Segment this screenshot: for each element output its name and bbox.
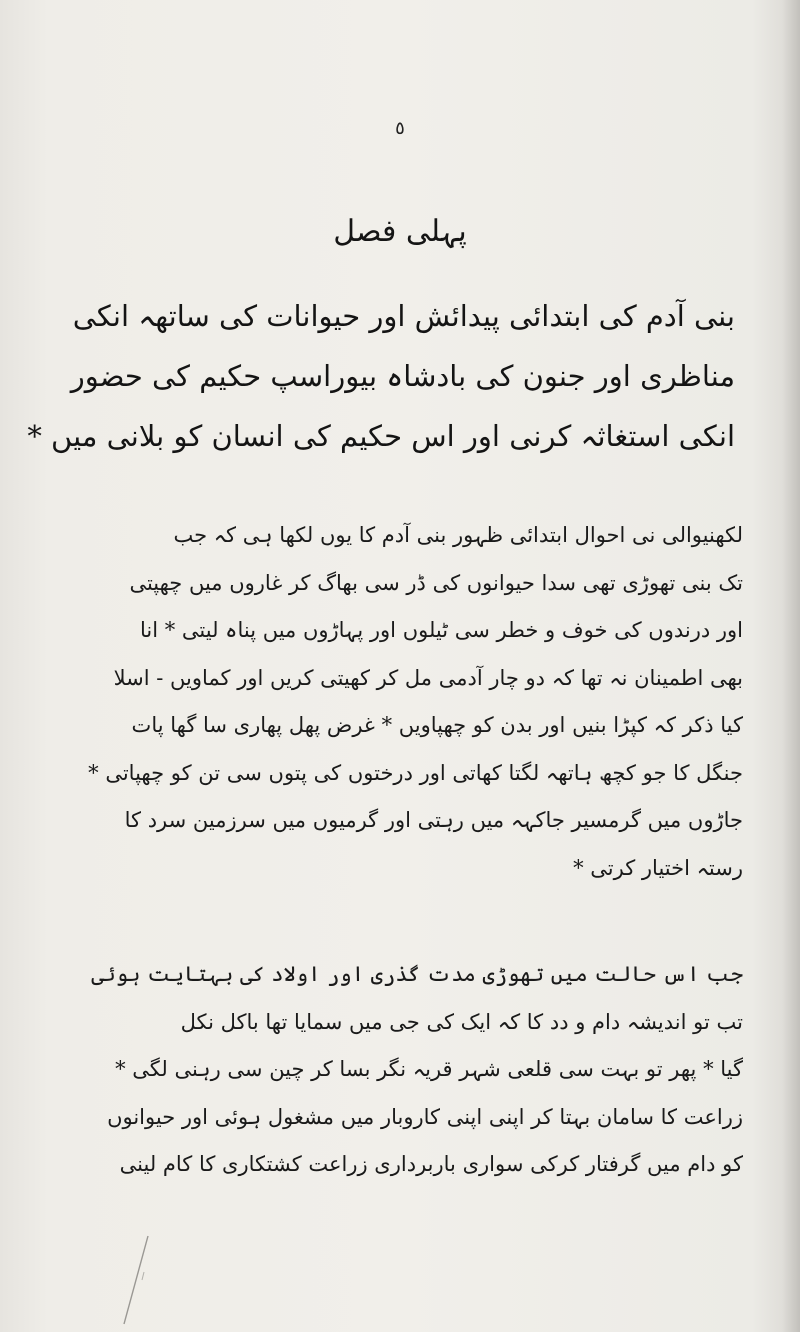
text-line: گیا * پھر تو بہت سی قلعی شہر قریہ نگر بسا کر چین سی رہنی لگی *: [115, 1057, 743, 1081]
heading-line: بنی آدم کی ابتدائی پیدائش اور حیوانات کی ساتھہ انکی: [72, 299, 735, 333]
text-line: زراعت کا سامان بہتا کر اپنی اپنی کاروبار میں مشغول ہوئی اور حیوانوں: [107, 1104, 743, 1129]
text-line: کیا ذکر کہ کپڑا بنیں اور بدن کو چھپاویں * غرض پھل پھاری سا گھا پات: [131, 713, 743, 737]
text-line: تک بنی تھوڑی تھی سدا حیوانوں کی ڈر سی بھاگ کر غاروں میں چھپتی: [129, 570, 743, 595]
text-line: جاڑوں میں گرمسیر جاکہہ میں رہتی اور گرمیوں میں سرزمین سرد کا: [124, 808, 743, 832]
heading-line: انکی استغاثہ کرنی اور اس حکیم کی انسان کو بلانی میں *: [27, 419, 735, 453]
text-line: بھی اطمینان نہ تھا کہ دو چار آدمی مل کر کھیتی کریں اور کماویں - اسلا: [113, 665, 743, 690]
text-line: لکھنیوالی نی احوال ابتدائی ظہور بنی آدم کا یوں لکھا ہی کہ جب: [173, 523, 743, 547]
chapter-heading: [27, 286, 735, 466]
chapter-title: پہلی فصل: [333, 214, 467, 249]
paragraph-second: [88, 951, 743, 1189]
heading-line: مناظری اور جنون کی بادشاہ بیوراسپ حکیم کی حضور: [70, 359, 735, 393]
text-line: رستہ اختیار کرتی *: [573, 855, 743, 880]
text-line: تب تو اندیشہ دام و دد کا کہ ایک کی جی میں سمایا تھا باکل نکل: [180, 1009, 743, 1034]
text-line: جب اس حالت میں تھوڑی مدت گذری اور اولاد کی بہتایت ہوئی: [91, 962, 743, 986]
page-number: ٥: [395, 118, 405, 139]
page-edge-shadow: [782, 0, 800, 1332]
text-line: جنگل کا جو کچھ ہاتھہ لگتا کھاتی اور درختوں کی پتوں سی تن کو چھپاتی *: [88, 760, 743, 785]
paragraph-first: [88, 512, 743, 892]
pencil-mark-icon: [118, 1232, 154, 1332]
text-line: کو دام میں گرفتار کرکی سواری باربرداری زراعت کشتکاری کا کام لینی: [119, 1152, 743, 1176]
text-line: اور درندوں کی خوف و خطر سی ٹیلوں اور پہاڑوں میں پناہ لیتی * انا: [139, 618, 743, 642]
